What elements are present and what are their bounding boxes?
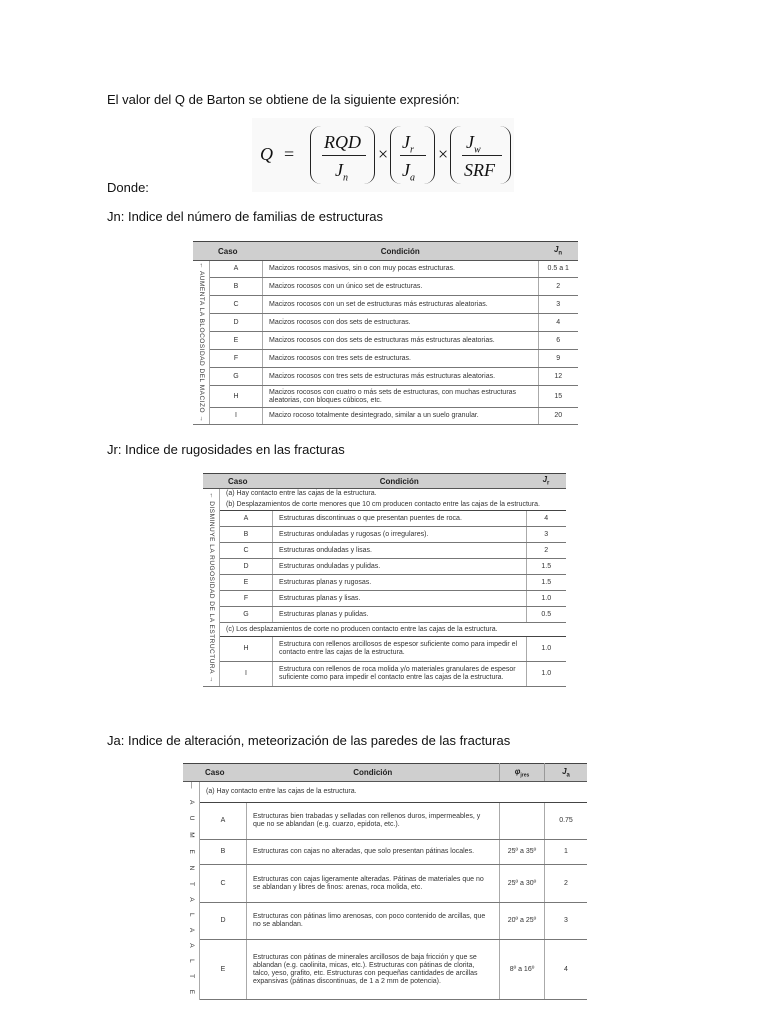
cell-caso: A [210,261,263,278]
table-row [183,839,587,864]
cell-caso: F [220,591,273,607]
cell-condicion: Macizos rocosos con cuatro o más sets de estructuras, con muchas estructuras aleatorias, con bloques cúbicos, etc. [263,386,539,408]
table-row [203,575,566,591]
formula-times: × [378,144,389,164]
cell-caso: B [220,527,273,543]
cell-phi-value [500,802,545,839]
section-note-row [203,500,566,511]
cell-caso: B [200,839,247,864]
cell-jn-value: 12 [538,368,578,386]
formula-rqd: RQD [324,132,361,152]
jn-table [193,241,578,425]
cell-caso: G [210,368,263,386]
direction-label-text: ← DISMINUYE LA RUGOSIDAD DE LA ESTRUCTURA → [208,492,215,683]
formula-paren-right [500,126,511,184]
cell-phi-value: 8º a 16º [500,940,545,999]
donde-label: Donde: [107,180,149,195]
cell-condicion: Estructuras discontinuas o que presentan puentes de roca. [273,511,527,527]
section-note: (b) Desplazamientos de corte menores que 10 cm producen contacto entre las cajas de la estructura. [220,500,567,511]
cell-caso: E [220,575,273,591]
formula-jw: $J_w$ [466,132,481,156]
cell-condicion: Macizos rocosos con dos sets de estructuras más estructuras aleatorias. [263,332,539,350]
cell-caso: F [210,350,263,368]
cell-caso: G [220,607,273,623]
jn-heading: Jn: Indice del número de familias de estructuras [107,209,384,224]
cell-phi-value: 20º a 25º [500,903,545,940]
cell-caso: H [220,637,273,662]
table-row [193,386,578,408]
table-row [203,527,566,543]
cell-caso: A [200,802,247,839]
cell-jn-value: 4 [538,314,578,332]
table-row [203,662,566,687]
formula-fraction-bar [322,155,366,156]
table-row [193,261,578,278]
cell-jr-value: 4 [526,511,566,527]
formula-jr: $J_r$ [402,132,414,156]
cell-caso: E [210,332,263,350]
section-note-row [203,623,566,637]
cell-caso: C [200,864,247,902]
cell-caso: H [210,386,263,408]
column-header-caso: Caso [203,474,273,489]
cell-condicion: Estructuras bien trabadas y selladas con rellenos duros, impermeables, y que no se ablandan (e.g. cuarzo, epidota, etc.). [247,802,500,839]
table-row [203,637,566,662]
cell-condicion: Estructura con rellenos de roca molida y/o materiales granulares de espesor suficiente como para impedir el contacto entre las cajas de la estructura. [273,662,527,687]
direction-label-text: — A U M E N T A L A A L T E [188,782,195,1000]
cell-jr-value: 1.5 [526,575,566,591]
formula-equals: = [284,144,295,164]
cell-caso: A [220,511,273,527]
cell-ja-value: 2 [545,864,588,902]
cell-caso: B [210,278,263,296]
cell-condicion: Estructuras con pátinas de minerales arcillosos de baja fricción y que se ablandan (e.g. caolinita, micas, etc.). Estructuras con pátinas de clorita, talco, yeso, grafito, etc. Estructuras con pequeñas cantidades de arcillas expansivas (pátinas discontinuas, de 1 a 2 mm de potencia). [247,940,500,999]
formula-paren-left [310,126,321,184]
formula-times: × [438,144,449,164]
cell-ja-value: 3 [545,903,588,940]
cell-condicion: Estructuras planas y rugosas. [273,575,527,591]
formula-paren-right [364,126,375,184]
table-row [183,940,587,999]
table-row [203,607,566,623]
formula-fraction-bar [462,155,502,156]
section-note: (a) Hay contacto entre las cajas de la estructura. [226,490,377,498]
cell-phi-value: 25º a 30º [500,864,545,902]
column-header-jr: $J_r$ [526,474,566,489]
column-header-caso: Caso [183,764,247,782]
direction-label [193,261,210,425]
cell-condicion: Estructuras con cajas ligeramente alteradas. Pátinas de materiales que no se ablandan y libres de finos: arenas, roca molida, etc. [247,864,500,902]
table-row [193,350,578,368]
formula-paren-left [450,126,461,184]
cell-jn-value: 0.5 a 1 [538,261,578,278]
cell-caso: C [220,543,273,559]
column-header-condicion: Condición [273,474,527,489]
direction-label [183,782,200,1000]
column-header-caso: Caso [193,242,263,261]
cell-caso: C [210,296,263,314]
column-header-phi: $\varphi_{jres}$ [500,764,545,782]
section-note: (a) Hay contacto entre las cajas de la estructura. [200,782,588,803]
intro-text: El valor del Q de Barton se obtiene de la siguiente expresión: [107,92,460,107]
table-row [193,368,578,386]
table-row [193,278,578,296]
column-header-ja: $J_a$ [545,764,588,782]
table-row [183,864,587,902]
cell-jn-value: 20 [538,408,578,425]
cell-ja-value: 1 [545,839,588,864]
table-row [183,802,587,839]
cell-caso: I [210,408,263,425]
table-row [193,296,578,314]
jr-heading: Jr: Indice de rugosidades en las fracturas [107,442,345,457]
cell-jr-value: 3 [526,527,566,543]
cell-condicion: Estructura con rellenos arcillosos de espesor suficiente como para impedir el contacto entre las cajas de la estructura. [273,637,527,662]
cell-condicion: Macizos rocosos con tres sets de estructuras más estructuras aleatorias. [263,368,539,386]
cell-caso: D [210,314,263,332]
section-note-row [203,489,566,500]
cell-condicion: Macizos rocosos con un único set de estructuras. [263,278,539,296]
cell-caso: I [220,662,273,687]
cell-jr-value: 0.5 [526,607,566,623]
cell-jn-value: 2 [538,278,578,296]
cell-condicion: Estructuras onduladas y lisas. [273,543,527,559]
cell-caso: D [200,903,247,940]
cell-caso: E [200,940,247,999]
cell-jr-value: 1.0 [526,662,566,687]
ja-table [183,763,587,1000]
direction-label [203,489,220,687]
table-row [193,332,578,350]
cell-condicion: Macizos rocosos con tres sets de estructuras. [263,350,539,368]
section-note: (c) Los desplazamientos de corte no producen contacto entre las cajas de la estructura. [220,623,567,637]
table-row [203,591,566,607]
cell-jn-value: 9 [538,350,578,368]
ja-heading: Ja: Indice de alteración, meteorización de las paredes de las fracturas [107,733,511,748]
barton-q-formula [252,118,514,192]
formula-jn: $J_n$ [335,160,348,184]
cell-condicion: Estructuras onduladas y pulidas. [273,559,527,575]
cell-ja-value: 4 [545,940,588,999]
formula-srf: SRF [464,160,495,180]
cell-condicion: Macizos rocosos con dos sets de estructuras. [263,314,539,332]
cell-jr-value: 1.0 [526,591,566,607]
column-header-condicion: Condición [263,242,539,261]
cell-jr-value: 1.0 [526,637,566,662]
cell-condicion: Estructuras planas y pulidas. [273,607,527,623]
formula-q: Q [260,144,273,164]
formula-ja: $J_a$ [402,160,415,184]
cell-jr-value: 2 [526,543,566,559]
cell-jr-value: 1.5 [526,559,566,575]
cell-condicion: Macizo rocoso totalmente desintegrado, similar a un suelo granular. [263,408,539,425]
direction-label-text: ← AUMENTA LA BLOCOSIDAD DEL MACIZO → [198,262,205,423]
cell-jn-value: 6 [538,332,578,350]
jr-table [203,473,566,687]
table-row [203,559,566,575]
table-row [203,543,566,559]
table-row [203,511,566,527]
cell-phi-value: 25º a 35º [500,839,545,864]
cell-condicion: Estructuras onduladas y rugosas (o irregulares). [273,527,527,543]
cell-condicion: Macizos rocosos masivos, sin o con muy pocas estructuras. [263,261,539,278]
cell-condicion: Estructuras con pátinas limo arenosas, con poco contenido de arcillas, que no se ablandan. [247,903,500,940]
table-row [193,314,578,332]
column-header-condicion: Condición [247,764,500,782]
cell-jn-value: 3 [538,296,578,314]
section-note-row [183,782,587,803]
cell-ja-value: 0.75 [545,802,588,839]
formula-paren-right [424,126,435,184]
cell-condicion: Estructuras planas y lisas. [273,591,527,607]
formula-fraction-bar [400,155,426,156]
column-header-jn: $J_n$ [538,242,578,261]
table-row [183,903,587,940]
cell-jn-value: 15 [538,386,578,408]
cell-condicion: Macizos rocosos con un set de estructuras más estructuras aleatorias. [263,296,539,314]
table-row [193,408,578,425]
cell-condicion: Estructuras con cajas no alteradas, que solo presentan pátinas locales. [247,839,500,864]
cell-caso: D [220,559,273,575]
